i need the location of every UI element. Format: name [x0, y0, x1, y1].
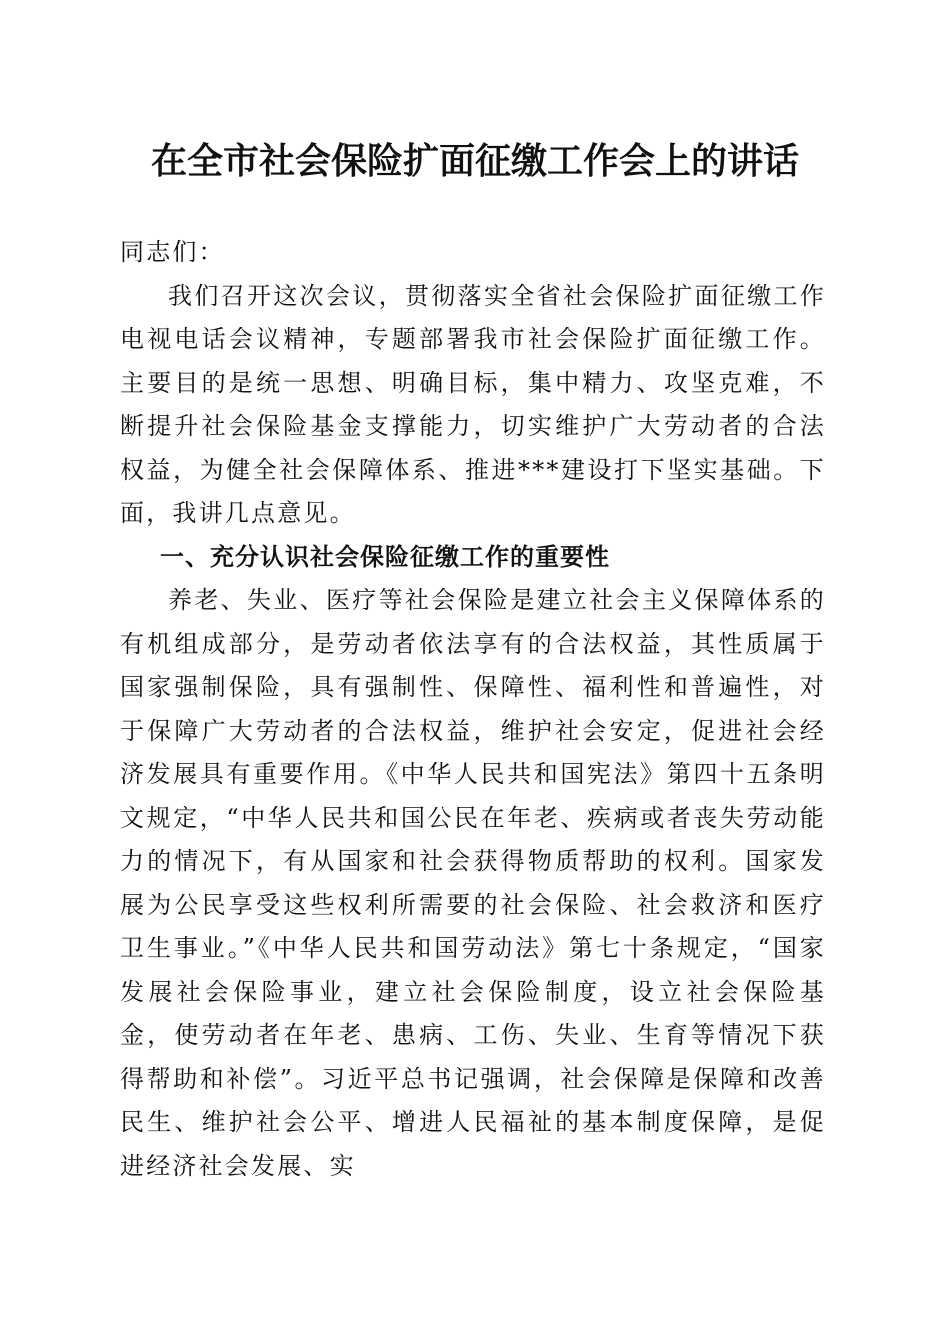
- section-heading: 一、充分认识社会保险征缴工作的重要性: [160, 542, 610, 571]
- intro-paragraph: 我们召开这次会议，贯彻落实全省社会保险扩面征缴工作电视电话会议精神，专题部署我市社会保险扩面征缴工作。主要目的是统一思想、明确目标，集中精力、攻坚克难，不断提升社会保险基金支撑能力，切实维护广大劳动者的合法权益，为健全社会保障体系、推进***建设打下坚实基础。下面，我讲几点意见。: [120, 281, 826, 527]
- document-title: 在全市社会保险扩面征缴工作会上的讲话: [150, 140, 799, 182]
- salutation: 同志们：: [120, 238, 225, 266]
- section-paragraph: 养老、失业、医疗等社会保险是建立社会主义保障体系的有机组成部分，是劳动者依法享有的合法权益，其性质属于国家强制保险，具有强制性、保障性、福利性和普遍性，对于保障广大劳动者的合法权益，维护社会安定，促进社会经济发展具有重要作用。《中华人民共和国宪法》第四十五条明文规定，“中华人民共和国公民在年老、疾病或者丧失劳动能力的情况下，有从国家和社会获得物质帮助的权利。国家发展为公民享受这些权利所需要的社会保险、社会救济和医疗卫生事业。”《中华人民共和国劳动法》第七十条规定，“国家发展社会保险事业，建立社会保险制度，设立社会保险基金，使劳动者在年老、患病、工伤、失业、生育等情况下获得帮助和补偿”。习近平总书记强调，社会保障是保障和改善民生、维护社会公平、增进人民福祉的基本制度保障，是促进经济社会发展、实: [120, 586, 826, 1180]
- document-body: [120, 231, 826, 1188]
